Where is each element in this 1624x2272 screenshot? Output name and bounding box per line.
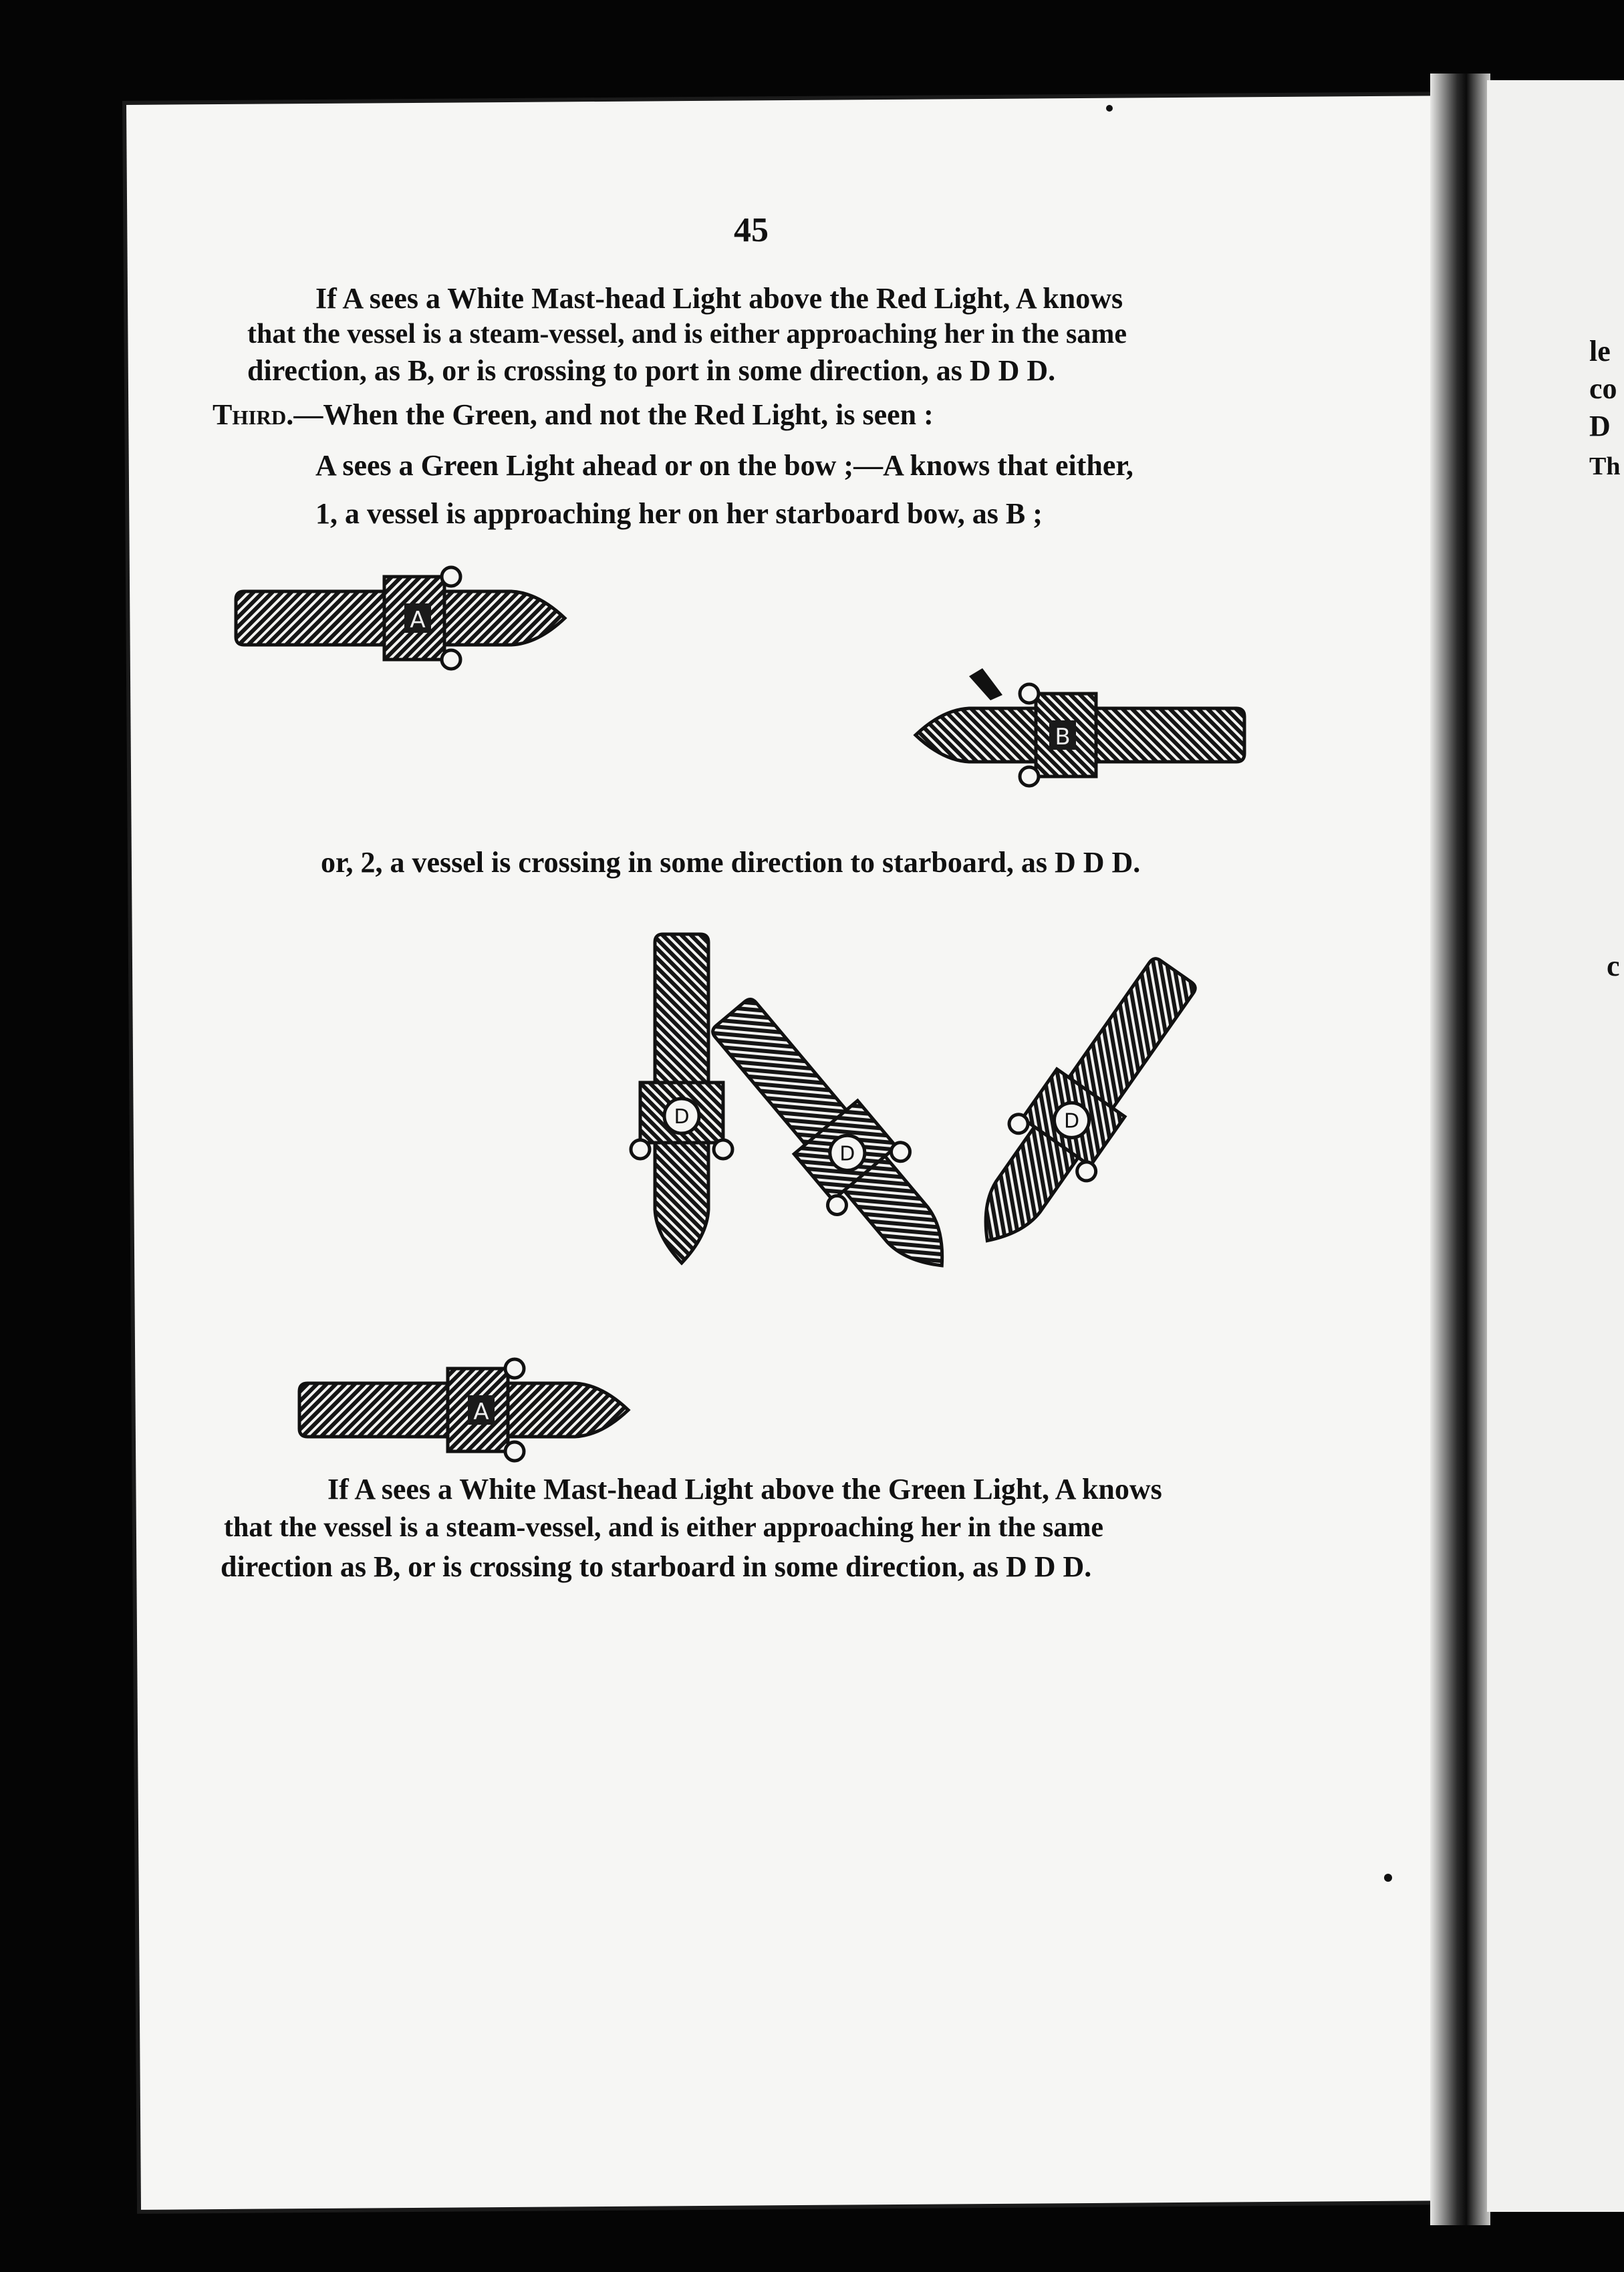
ship-d1-label: D (674, 1105, 690, 1129)
ink-speck (1106, 105, 1113, 112)
para2-line3: direction as B, or is crossing to starboard in some direction, as D D D. (221, 1550, 1092, 1583)
ship-d2-label: D (839, 1142, 855, 1166)
para1-line2: that the vessel is a steam-vessel, and is either approaching her in the same (247, 319, 1127, 349)
ship-d1 (631, 934, 732, 1263)
ship-a-top (236, 567, 565, 669)
facing-page-fragment: le (1589, 335, 1611, 368)
ship-a-bottom-label: A (473, 1399, 489, 1425)
ship-d3-label: D (1063, 1109, 1080, 1133)
ship-d2 (692, 981, 981, 1298)
facing-page-fragment: Th (1589, 452, 1621, 480)
para2-line2: that the vessel is a steam-vessel, and is either approaching her in the same (224, 1512, 1103, 1543)
facing-page-fragment: D (1589, 410, 1611, 442)
case1-line: 1, a vessel is approaching her on her starboard bow, as B ; (315, 497, 1043, 530)
ship-a-bottom (299, 1359, 628, 1461)
facing-page-fragment: co (1589, 372, 1617, 405)
ink-speck (1384, 1874, 1392, 1882)
facing-page-fragment: c (1607, 950, 1620, 982)
ship-b (916, 668, 1244, 786)
para1-line1: If A sees a White Mast-head Light above the Red Light, A knows (315, 282, 1123, 315)
flag-icon (969, 668, 1002, 700)
ship-b-label: B (1055, 724, 1071, 750)
case2-line: or, 2, a vessel is crossing in some direction to starboard, as D D D. (321, 846, 1141, 879)
para2-line1: If A sees a White Mast-head Light above the Green Light, A knows (327, 1473, 1162, 1506)
third-label: Third. (213, 398, 294, 431)
para1-line3: direction, as B, or is crossing to port in some direction, as D D D. (247, 354, 1056, 387)
ship-a-top-label: A (410, 607, 426, 633)
green-light-line: A sees a Green Light ahead or on the bow ;—A knows that either, (315, 449, 1133, 482)
ship-d3 (946, 942, 1218, 1270)
page-number: 45 (734, 211, 769, 249)
third-rest: —When the Green, and not the Red Light, is seen : (293, 398, 934, 431)
